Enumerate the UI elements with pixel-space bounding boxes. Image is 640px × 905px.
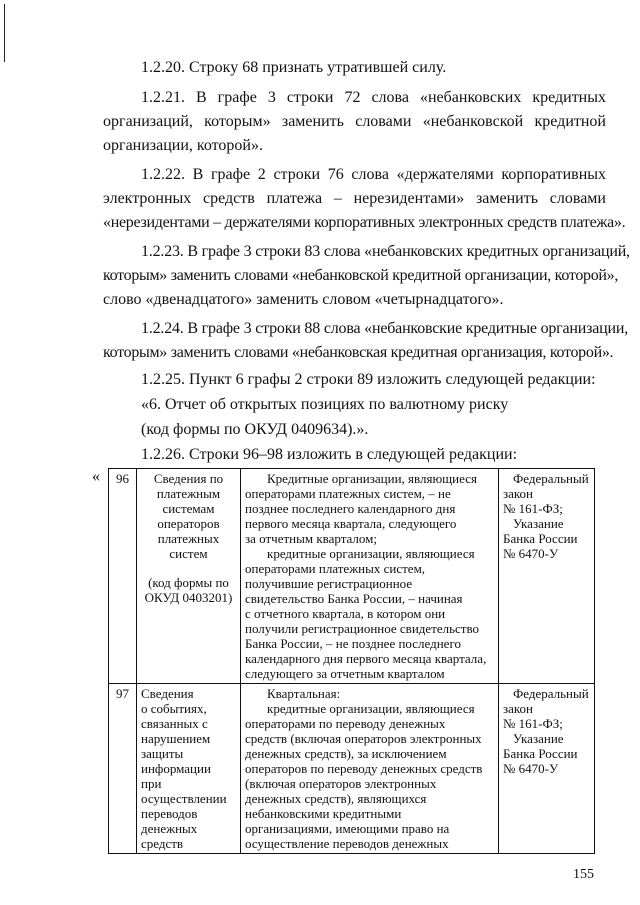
cell-line: связанных с [141, 716, 208, 731]
cell-line: первого месяца квартала, следующего [245, 516, 457, 531]
cell-line: Сведения [141, 686, 194, 701]
paragraph-1-2-26 [103, 443, 606, 467]
cell-line: ОКУД 0403201) [144, 590, 233, 605]
cell-line: № 161-ФЗ; [503, 716, 563, 731]
cell-line: Банка России [503, 746, 578, 761]
cell-line: небанковскими кредитными [245, 806, 402, 821]
margin-line [4, 4, 5, 62]
open-quote-mark: « [92, 468, 100, 485]
cell-line: Сведения по [153, 471, 224, 486]
cell-line: (включая операторов электронных [245, 776, 437, 791]
paragraph-line: 1.2.25. Пункт 6 графы 2 строки 89 изложить следующей редакции: [141, 371, 596, 388]
cell-line: платежных [157, 531, 220, 546]
cell-line: календарного дня первого месяца квартала, [245, 651, 487, 666]
paragraph-line: (код формы по ОКУД 0409634).». [141, 421, 369, 438]
paragraph-line: «нерезидентами – держателями корпоративных электронных средств платежа». [103, 214, 626, 231]
cell-line: денежных средств), являющихся [245, 791, 427, 806]
legal-basis-cell [499, 469, 595, 684]
paragraph-line: которым» заменить словами «небанковской кредитной организации, которой», [103, 267, 619, 284]
cell-line: операторов по переводу денежных средств [245, 761, 483, 776]
cell-line: Банка России [503, 531, 578, 546]
cell-line: получили регистрационное свидетельство [245, 621, 480, 636]
reporting-description-cell [241, 684, 499, 854]
paragraph-line: слово «двенадцатого» заменить словом «четырнадцатого». [103, 291, 504, 308]
cell-line: Указание [513, 731, 564, 746]
rows-table [108, 468, 595, 854]
cell-line: Квартальная: [267, 686, 341, 701]
page-number: 155 [573, 867, 594, 882]
cell-line: денежных [141, 821, 198, 836]
paragraph-line: организации, которой». [103, 137, 263, 154]
cell-line: Банка России, – не позднее последнего [245, 636, 461, 651]
cell-line: о событиях, [141, 701, 207, 716]
cell-line: операторов [157, 516, 220, 531]
paragraph-1-2-21 [103, 86, 606, 158]
cell-line: за отчетным кварталом; [245, 531, 378, 546]
cell-line: средств (включая операторов электронных [245, 731, 482, 746]
cell-line: при [141, 776, 162, 791]
spacer [141, 561, 236, 575]
cell-line: операторами по переводу денежных [245, 716, 446, 731]
paragraph-1-2-23 [103, 240, 630, 312]
table-row [109, 684, 595, 854]
cell-line: Федеральный [513, 686, 589, 701]
legal-basis-cell [499, 684, 595, 854]
cell-line: с отчетного квартала, в котором они [245, 606, 446, 621]
cell-line: № 161-ФЗ; [503, 501, 563, 516]
paragraph-line: 1.2.22. В графе 2 строки 76 слова «держателями корпоративных [141, 166, 606, 183]
cell-line: № 6470-У [503, 546, 559, 561]
cell-line: получившие регистрационное [245, 576, 413, 591]
row-number: 97 [109, 684, 137, 854]
cell-line: информации [141, 761, 211, 776]
cell-line: позднее последнего календарного дня [245, 501, 456, 516]
paragraph-line: «6. Отчет об открытых позициях по валютному риску [141, 396, 509, 413]
paragraph-1-2-25 [103, 368, 606, 392]
cell-line: переводов [141, 806, 198, 821]
quoted-item-code [103, 418, 606, 442]
cell-line: систем [169, 546, 208, 561]
cell-line: осуществлении [141, 791, 227, 806]
row-number: 96 [109, 469, 137, 684]
quoted-item-6 [103, 393, 606, 417]
cell-line: закон [503, 486, 534, 501]
paragraph-line: 1.2.26. Строки 96–98 изложить в следующей редакции: [141, 446, 518, 463]
paragraph-1-2-20 [103, 56, 606, 80]
paragraph-line: которым» заменить словами «небанковская кредитная организация, которой». [103, 344, 614, 361]
cell-line: системам [162, 501, 215, 516]
paragraph-line: 1.2.21. В графе 3 строки 72 слова «небанковских кредитных [141, 89, 606, 106]
cell-line: организациями, имеющими право на [245, 821, 450, 836]
cell-line: следующего за отчетным кварталом [245, 666, 445, 681]
cell-line: защиты [141, 746, 184, 761]
cell-line: (код формы по [148, 575, 229, 590]
cell-line: № 6470-У [503, 761, 559, 776]
cell-line: Указание [513, 516, 564, 531]
form-name-cell [137, 469, 241, 684]
cell-line: кредитные организации, являющиеся [267, 701, 475, 716]
paragraph-line: организаций, которым» заменить словами «небанковской кредитной [103, 113, 606, 130]
paragraph-line: 1.2.20. Строку 68 признать утратившей силу. [141, 59, 447, 76]
cell-line: свидетельство Банка России, – начиная [245, 591, 463, 606]
paragraph-1-2-22 [103, 163, 626, 235]
cell-line: закон [503, 701, 534, 716]
paragraph-line: 1.2.24. В графе 3 строки 88 слова «небанковские кредитные организации, [141, 320, 629, 337]
cell-line: кредитные организации, являющиеся [267, 546, 475, 561]
paragraph-1-2-24 [103, 317, 629, 365]
cell-line: средств [141, 836, 184, 851]
cell-line: осуществление переводов денежных [245, 836, 449, 851]
cell-line: платежным [156, 486, 221, 501]
cell-line: нарушением [141, 731, 211, 746]
cell-line: денежных средств), за исключением [245, 746, 447, 761]
cell-line: операторами платежных систем, – не [245, 486, 451, 501]
paragraph-line: 1.2.23. В графе 3 строки 83 слова «небанковских кредитных организаций, [141, 243, 630, 260]
cell-line: Федеральный [513, 471, 589, 486]
reporting-description-cell [241, 469, 499, 684]
form-name-cell [137, 684, 241, 854]
cell-line: операторами платежных систем, [245, 561, 426, 576]
table-row [109, 469, 595, 684]
paragraph-line: электронных средств платежа – нерезидентами» заменить словами [103, 190, 606, 207]
cell-line: Кредитные организации, являющиеся [267, 471, 477, 486]
